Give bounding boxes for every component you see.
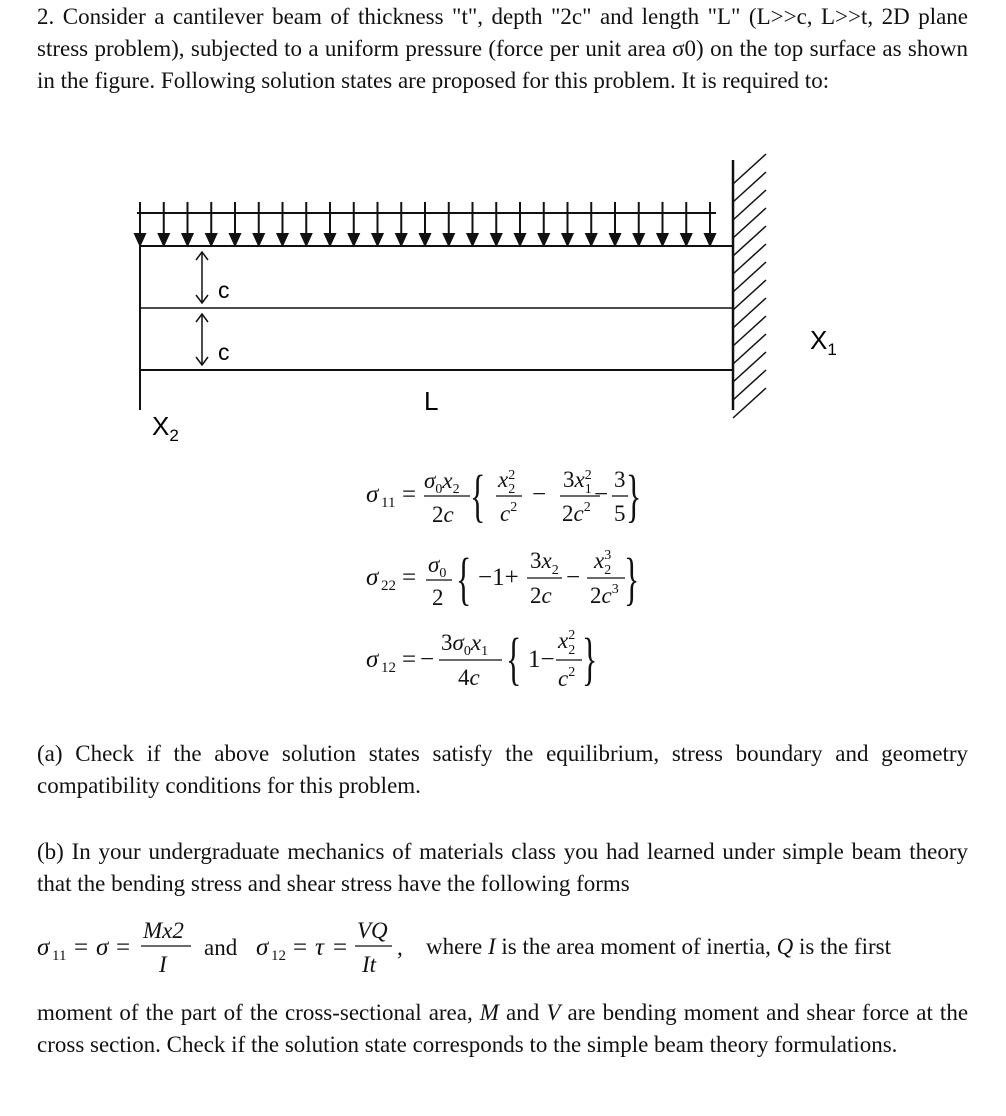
svg-text:=: = <box>74 934 89 961</box>
svg-text:3x2: $3x_2$ <box>530 548 559 578</box>
svg-text:−: − <box>566 564 581 591</box>
svg-text:=: = <box>333 934 348 961</box>
svg-text:σ: σ <box>37 934 50 961</box>
part-b-where-text: where I is the area moment of inertia, Q is the first <box>426 934 891 959</box>
svg-text:3: 3 <box>614 467 626 492</box>
svg-text:x23: $x_23$ <box>594 548 612 578</box>
formula-2-numerator: VQ <box>357 918 388 943</box>
svg-text:x22: $x_22$ <box>498 467 516 497</box>
equation-sigma22 <box>366 547 639 611</box>
equation-sigma11 <box>366 464 641 528</box>
svg-text:−: − <box>532 481 547 508</box>
part-a-text: (a) Check if the above solution states satisfy the equilibrium, stress boundary and geometry compatibility conditions for this problem. <box>37 741 968 798</box>
svg-text:c2: $c^2$ <box>500 500 518 526</box>
svg-text:=: = <box>402 564 417 591</box>
svg-text:τ: τ <box>315 934 324 961</box>
svg-text:x22: $x_22$ <box>558 628 576 658</box>
svg-text:2c: 2c <box>530 583 552 608</box>
svg-text:22: 22 <box>381 578 396 594</box>
svg-text:}: } <box>582 627 598 692</box>
svg-text:=: = <box>402 646 417 673</box>
axis-x2-label: $X_2$ <box>152 411 179 445</box>
part-b-text: (b) In your undergraduate mechanics of materials class you had learned under simple beam theory that the bending stress and shear stress have the following forms <box>37 839 968 896</box>
svg-text:12: 12 <box>381 660 396 676</box>
svg-text:=: = <box>293 934 308 961</box>
svg-text:σ0x2: $\sigma_0x_2$ <box>424 468 460 497</box>
svg-text:=: = <box>116 934 131 961</box>
svg-text:{: { <box>456 547 472 612</box>
svg-text:=: = <box>402 481 417 508</box>
svg-text:2c2: $2c^2$ <box>562 500 591 526</box>
svg-text:σ: σ <box>366 646 379 673</box>
formula-and: and <box>204 935 238 960</box>
svg-text:−: − <box>594 481 609 508</box>
length-label: L <box>424 386 439 416</box>
svg-text:−: − <box>420 646 435 673</box>
svg-text:}: } <box>626 464 642 529</box>
equation-sigma12 <box>366 627 597 691</box>
svg-text:−1+: −1+ <box>478 564 519 591</box>
svg-text:{: { <box>470 464 486 529</box>
svg-text:c2: $c^2$ <box>558 665 576 691</box>
svg-text:12: 12 <box>271 948 286 964</box>
svg-text:}: } <box>624 547 640 612</box>
formula-2-denominator: It <box>362 952 377 977</box>
svg-text:,: , <box>397 935 403 960</box>
svg-text:3σ0x1: $3\sigma_0x_1$ <box>441 630 489 659</box>
svg-text:σ: σ <box>96 934 109 961</box>
svg-text:σ: σ <box>366 481 379 508</box>
svg-text:3x12: $3x_12$ <box>563 467 592 497</box>
svg-text:11: 11 <box>52 948 67 964</box>
svg-text:1−: 1− <box>528 646 555 673</box>
svg-text:σ0: $\sigma_0$ <box>428 552 447 581</box>
beam-theory-formulas <box>37 918 403 977</box>
formula-1-numerator: Mx2 <box>143 918 184 943</box>
svg-text:σ: σ <box>256 934 269 961</box>
svg-text:2: 2 <box>432 585 444 610</box>
svg-text:σ: σ <box>366 564 379 591</box>
depth-label-upper: c <box>218 277 230 303</box>
axis-x1-label: $X_1$ <box>810 325 837 359</box>
svg-text:11: 11 <box>381 495 396 511</box>
problem-intro: 2. Consider a cantilever beam of thickness "t", depth "2c" and length "L" (L>>c, L>>t, 2D plane stress problem), subjected to a uniform pressure (force per unit area σ0) on the top surface as shown in the figure. Following solution states are proposed for this problem. It is required to: <box>37 4 968 93</box>
svg-text:2c: 2c <box>432 502 454 527</box>
part-b-continuation: moment of the part of the cross-sectional area, M and V are bending moment and shear force at the cross section. Check if the solution state corresponds to the simple beam theory formulations. <box>37 1000 969 1057</box>
svg-text:2c3: $2c^3$ <box>590 582 619 608</box>
depth-label-lower: c <box>218 339 230 365</box>
svg-text:{: { <box>505 627 522 692</box>
svg-text:4c: 4c <box>458 665 480 690</box>
svg-text:5: 5 <box>614 501 626 526</box>
formula-1-denominator: I <box>159 952 167 977</box>
